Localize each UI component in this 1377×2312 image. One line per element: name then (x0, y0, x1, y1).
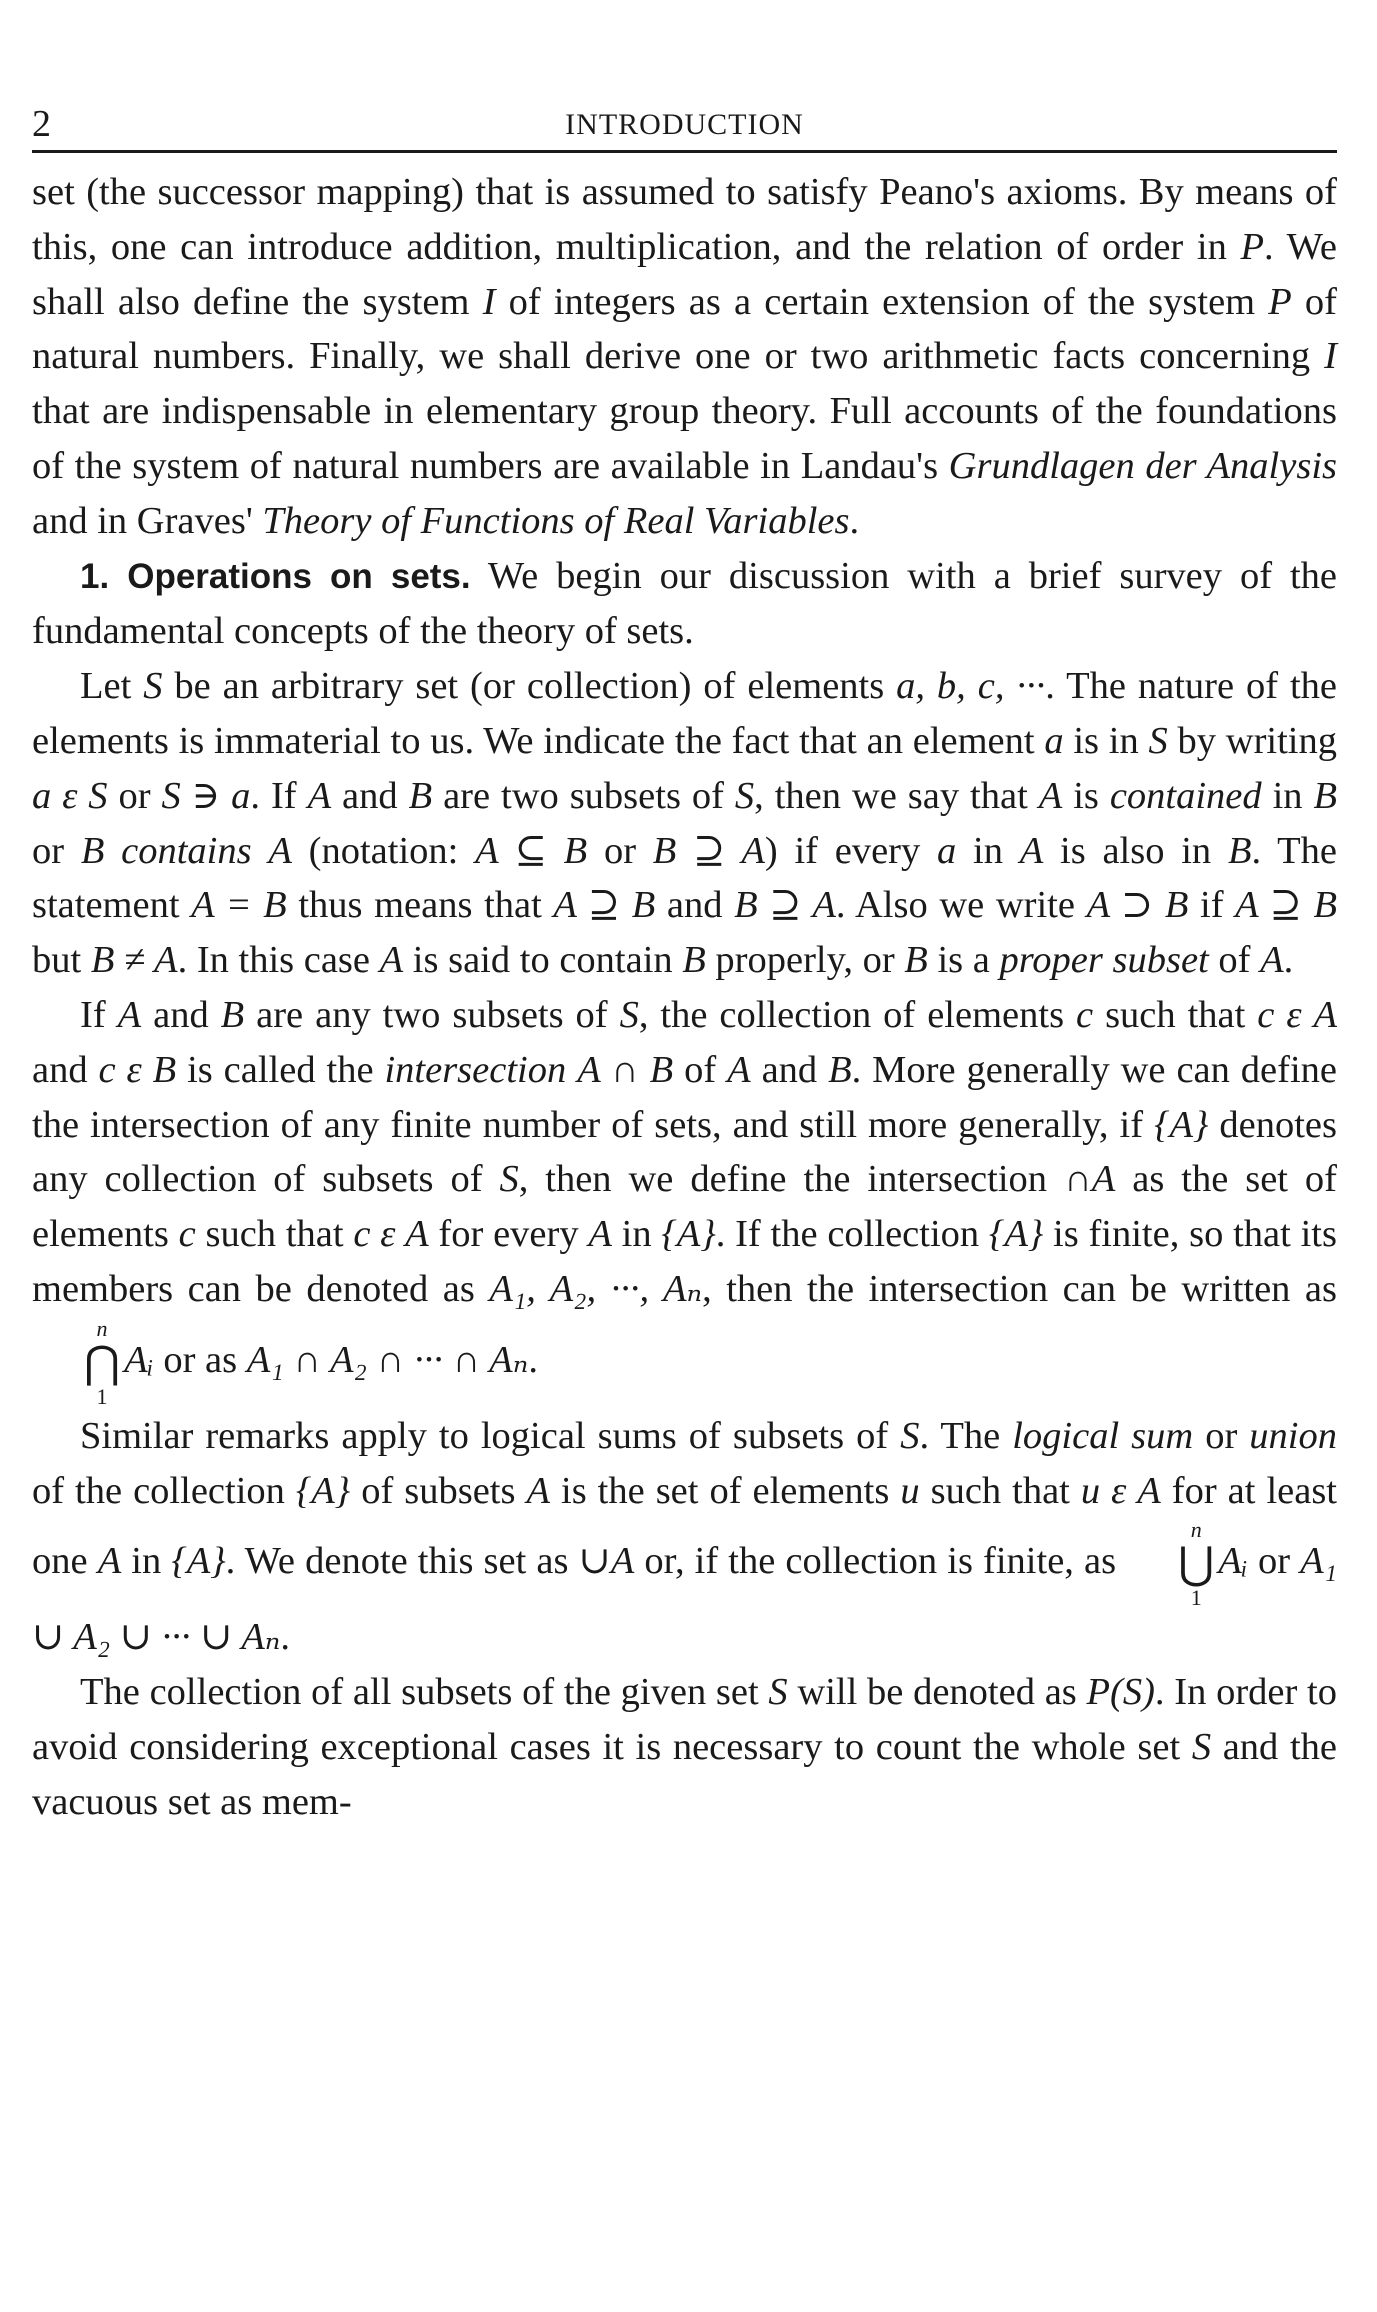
paragraph-2: 1. Operations on sets. We begin our discussion with a brief survey of the fundamental concepts of the theory of sets. (32, 554, 1337, 653)
book-title-graves: Theory of Functions of Real Variables (262, 499, 850, 542)
intersection-operator: n ⋂ 1 (84, 1315, 121, 1409)
book-title-landau: Grundlagen der Analysis (948, 444, 1337, 487)
section-heading: 1. Operations on sets. (80, 556, 471, 596)
running-title: INTRODUCTION (565, 108, 804, 141)
paragraph-5: Similar remarks apply to logical sums of subsets of S. The logical sum or union of the collection {A} of subsets A is the set of elements u such that u ε A for at least one A in {A}. We denote this set as ∪A or, if the collection is finite, as n ⋃ 1 Aᵢ or A₁ ∪ A₂ ∪ ··· ∪ Aₙ. (32, 1414, 1338, 1659)
page-number: 2 (32, 103, 51, 145)
paragraph-1: set (the successor mapping) that is assumed to satisfy Peano's axioms. By means of this, one can introduce addition, multiplication, and the relation of order in P. We shall also define the system I of integers as a certain extension of the system P of natural numbers. Finally, we shall derive one or two arithmetic facts concerning I that are indispensable in elementary group theory. Full accounts of the foundations of the system of natural numbers are available in Landau's Grundlagen der Analysis and in Graves' Theory of Functions of Real Variables. (32, 171, 1338, 542)
paragraph-3: Let S be an arbitrary set (or collection) of elements a, b, c, ···. The nature of the elements is immaterial to us. We indicate the fact that an element a is in S by writing a ε S or S ∋ a. If A and B are two subsets of S, then we say that A is contained in B or B contains A (notation: A ⊆ B or B ⊇ A) if every a in A is also in B. The statement A = B thus means that A ⊇ B and B ⊇ A. Also we write A ⊃ B if A ⊇ B but B ≠ A. In this case A is said to contain B properly, or B is a proper subset of A. (32, 665, 1338, 982)
running-head (32, 100, 1337, 153)
body-text (32, 165, 1337, 1830)
union-operator: n ⋃ 1 (1178, 1517, 1215, 1611)
paragraph-6: The collection of all subsets of the given set S will be denoted as P(S). In order to avoid considering exceptional cases it is necessary to count the whole set S and the vacuous set as mem- (32, 1671, 1338, 1823)
paragraph-4: If A and B are any two subsets of S, the collection of elements c such that c ε A and c ε B is called the intersection A ∩ B of A and B. More generally we can define the intersection of any finite number of sets, and still more generally, if {A} denotes any collection of subsets of S, then we define the intersection ∩A as the set of elements c such that c ε A for every A in {A}. If the collection {A} is finite, so that its members can be denoted as A₁, A₂, ···, Aₙ, then the intersection can be written as n ⋂ 1 Aᵢ or as A₁ ∩ A₂ ∩ ··· ∩ Aₙ. (32, 993, 1337, 1409)
book-page (32, 100, 1337, 1830)
